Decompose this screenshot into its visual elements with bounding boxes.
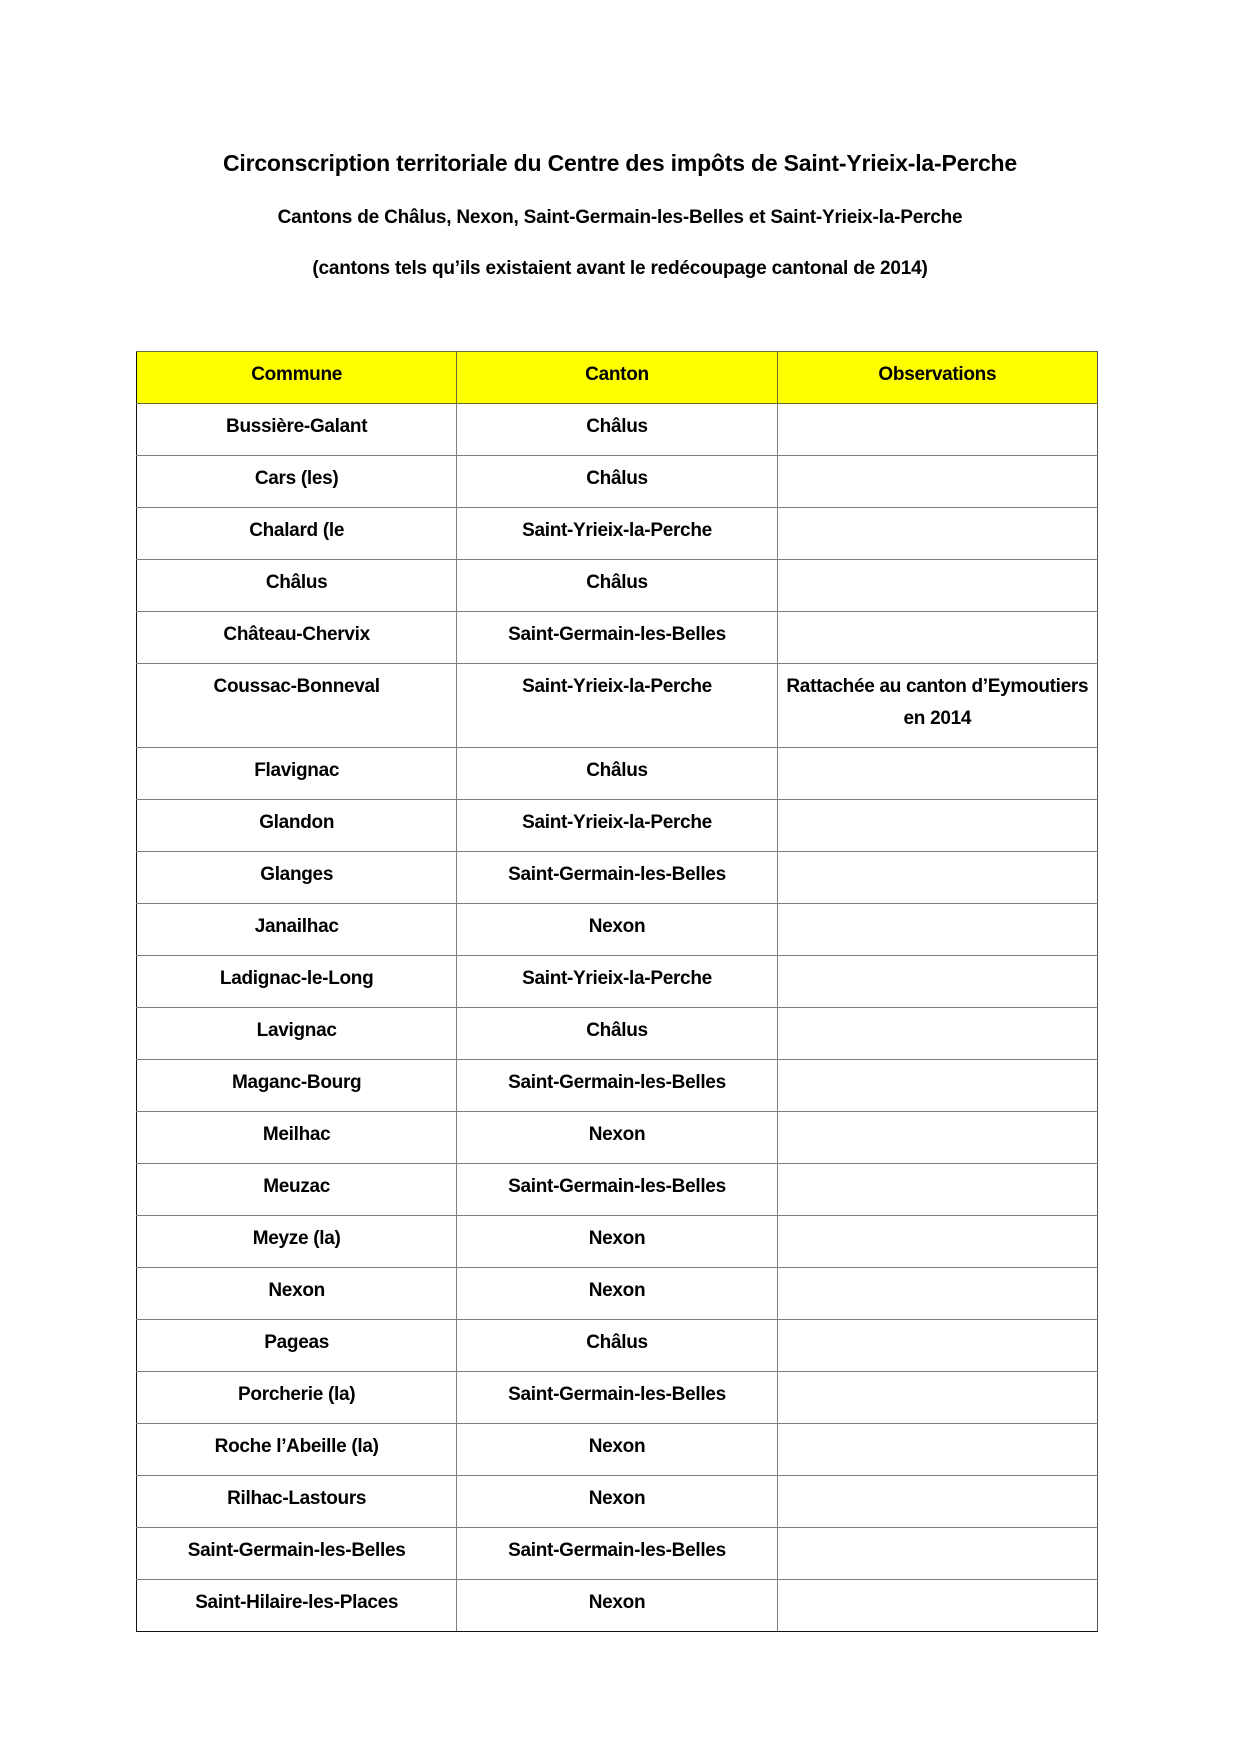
table-row xyxy=(137,800,1098,852)
cell-commune: Château-Chervix xyxy=(137,612,457,664)
cell-canton: Châlus xyxy=(457,1008,777,1060)
cell-canton: Nexon xyxy=(457,1268,777,1320)
cell-observations xyxy=(777,1060,1097,1112)
table-row xyxy=(137,1164,1098,1216)
document-title: Circonscription territoriale du Centre des impôts de Saint-Yrieix-la-Perche xyxy=(222,150,1018,176)
table-row xyxy=(137,508,1098,560)
cell-canton: Saint-Germain-les-Belles xyxy=(457,1528,777,1580)
table-row xyxy=(137,664,1098,748)
table-row xyxy=(137,852,1098,904)
cell-observations xyxy=(777,456,1097,508)
cell-commune: Meyze (la) xyxy=(137,1216,457,1268)
cell-commune: Nexon xyxy=(137,1268,457,1320)
table-row xyxy=(137,1060,1098,1112)
cell-canton: Nexon xyxy=(457,904,777,956)
table-row xyxy=(137,1320,1098,1372)
table-body xyxy=(137,404,1098,1632)
cell-commune: Lavignac xyxy=(137,1008,457,1060)
table-row xyxy=(137,404,1098,456)
cell-commune: Châlus xyxy=(137,560,457,612)
cell-canton: Saint-Yrieix-la-Perche xyxy=(457,508,777,560)
cell-canton: Nexon xyxy=(457,1476,777,1528)
cell-commune: Roche l’Abeille (la) xyxy=(137,1424,457,1476)
table-row xyxy=(137,1528,1098,1580)
table-row xyxy=(137,1268,1098,1320)
cell-observations xyxy=(777,1164,1097,1216)
cell-observations xyxy=(777,800,1097,852)
cell-observations xyxy=(777,1008,1097,1060)
column-header-observations: Observations xyxy=(777,352,1097,404)
cell-commune: Chalard (le xyxy=(137,508,457,560)
cell-observations xyxy=(777,1424,1097,1476)
cell-observations xyxy=(777,1112,1097,1164)
cell-commune: Flavignac xyxy=(137,748,457,800)
cell-observations xyxy=(777,904,1097,956)
cell-commune: Ladignac-le-Long xyxy=(137,956,457,1008)
cell-canton: Saint-Germain-les-Belles xyxy=(457,1372,777,1424)
cell-canton: Saint-Germain-les-Belles xyxy=(457,852,777,904)
table-row xyxy=(137,456,1098,508)
cell-canton: Châlus xyxy=(457,560,777,612)
cell-commune: Cars (les) xyxy=(137,456,457,508)
header-row xyxy=(137,352,1098,404)
table-row xyxy=(137,1216,1098,1268)
communes-table xyxy=(136,351,1098,1632)
cell-commune: Janailhac xyxy=(137,904,457,956)
cell-commune: Coussac-Bonneval xyxy=(137,664,457,748)
table-row xyxy=(137,1372,1098,1424)
cell-commune: Rilhac-Lastours xyxy=(137,1476,457,1528)
cell-observations: Rattachée au canton d’Eymoutiers en 2014 xyxy=(777,664,1097,748)
table-header xyxy=(137,352,1098,404)
cell-canton: Nexon xyxy=(457,1216,777,1268)
cell-commune: Meuzac xyxy=(137,1164,457,1216)
table-row xyxy=(137,1424,1098,1476)
cell-observations xyxy=(777,1268,1097,1320)
table-row xyxy=(137,748,1098,800)
cell-observations xyxy=(777,852,1097,904)
cell-canton: Châlus xyxy=(457,1320,777,1372)
cell-commune: Meilhac xyxy=(137,1112,457,1164)
cell-commune: Bussière-Galant xyxy=(137,404,457,456)
cell-observations xyxy=(777,956,1097,1008)
document-subtitle: Cantons de Châlus, Nexon, Saint-Germain-les-Belles et Saint-Yrieix-la-Perche xyxy=(277,207,963,228)
table-row xyxy=(137,1112,1098,1164)
table-row xyxy=(137,560,1098,612)
cell-commune: Saint-Germain-les-Belles xyxy=(137,1528,457,1580)
cell-observations xyxy=(777,1372,1097,1424)
cell-commune: Glanges xyxy=(137,852,457,904)
table-row xyxy=(137,956,1098,1008)
document-note: (cantons tels qu’ils existaient avant le redécoupage cantonal de 2014) xyxy=(312,258,928,279)
cell-canton: Saint-Yrieix-la-Perche xyxy=(457,956,777,1008)
cell-observations xyxy=(777,508,1097,560)
column-header-canton: Canton xyxy=(457,352,777,404)
column-header-commune: Commune xyxy=(137,352,457,404)
cell-commune: Maganc-Bourg xyxy=(137,1060,457,1112)
cell-canton: Châlus xyxy=(457,748,777,800)
cell-canton: Saint-Yrieix-la-Perche xyxy=(457,664,777,748)
cell-commune: Pageas xyxy=(137,1320,457,1372)
cell-canton: Nexon xyxy=(457,1424,777,1476)
cell-canton: Châlus xyxy=(457,456,777,508)
cell-observations xyxy=(777,1476,1097,1528)
cell-observations xyxy=(777,1580,1097,1632)
table-row xyxy=(137,612,1098,664)
cell-canton: Saint-Germain-les-Belles xyxy=(457,1164,777,1216)
cell-observations xyxy=(777,748,1097,800)
cell-observations xyxy=(777,1216,1097,1268)
cell-commune: Glandon xyxy=(137,800,457,852)
cell-canton: Saint-Germain-les-Belles xyxy=(457,612,777,664)
cell-canton: Saint-Germain-les-Belles xyxy=(457,1060,777,1112)
table-row xyxy=(137,904,1098,956)
cell-canton: Nexon xyxy=(457,1112,777,1164)
cell-observations xyxy=(777,404,1097,456)
cell-commune: Saint-Hilaire-les-Places xyxy=(137,1580,457,1632)
cell-commune: Porcherie (la) xyxy=(137,1372,457,1424)
cell-canton: Nexon xyxy=(457,1580,777,1632)
table-row xyxy=(137,1476,1098,1528)
cell-canton: Saint-Yrieix-la-Perche xyxy=(457,800,777,852)
cell-canton: Châlus xyxy=(457,404,777,456)
cell-observations xyxy=(777,560,1097,612)
table-row xyxy=(137,1580,1098,1632)
cell-observations xyxy=(777,612,1097,664)
cell-observations xyxy=(777,1528,1097,1580)
table-row xyxy=(137,1008,1098,1060)
cell-observations xyxy=(777,1320,1097,1372)
